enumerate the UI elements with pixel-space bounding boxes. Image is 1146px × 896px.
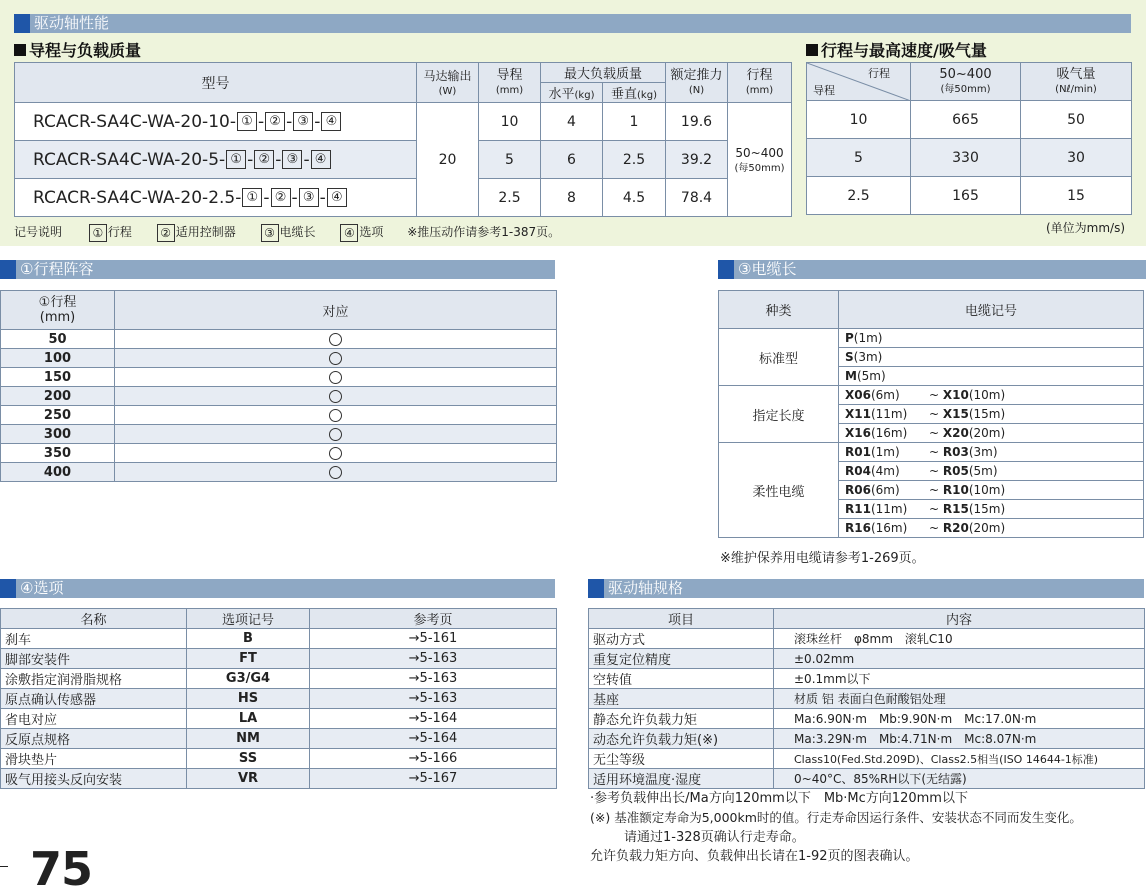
corner-header: 行程 导程 — [807, 63, 911, 101]
legend-item: ④ 选项 — [339, 223, 383, 242]
horizontal-value: 6 — [541, 141, 603, 179]
table-row: 滑块垫片 SS →5-166 — [1, 749, 557, 769]
table-row — [1, 444, 557, 463]
table-row — [15, 103, 792, 141]
table-row: 动态允许负载力矩(※) Ma:3.29N·m Mb:4.71N·m Mc:8.07N·m — [589, 729, 1145, 749]
code-box-3: ③ — [282, 150, 302, 169]
options-name-header: 名称 — [1, 609, 187, 629]
circle-mark-icon — [329, 447, 342, 460]
table-row: 重复定位精度 ±0.02mm — [589, 649, 1145, 669]
stroke-value: 50 — [1, 330, 115, 349]
spec-note-4: 允许负载力矩方向、负载伸出长请在1-92页的图表确认。 — [590, 849, 919, 864]
spec-item-header: 项目 — [589, 609, 774, 629]
vertical-value: 1 — [603, 103, 666, 141]
table-row: 反原点规格 NM →5-164 — [1, 729, 557, 749]
code-box-3: ③ — [299, 188, 319, 207]
table-row: 原点确认传感器 HS →5-163 — [1, 689, 557, 709]
table-row: 无尘等级 Class10(Fed.Std.209D)、Class2.5相当(ISO 14644-1标准) — [589, 749, 1145, 769]
speed-air-table — [806, 62, 1132, 215]
speed-air-subtitle: 行程与最高速度/吸气量 — [806, 38, 987, 61]
table-row: 吸气用接头反向安装 VR →5-167 — [1, 769, 557, 789]
cable-section-title: ③电缆长 — [738, 260, 797, 278]
options-page-header: 参考页 — [310, 609, 557, 629]
speed-header: 50~400 (每50mm) — [911, 63, 1021, 101]
section-marker — [14, 14, 30, 33]
thrust-value: 78.4 — [666, 179, 728, 217]
performance-section-title: 驱动轴性能 — [34, 14, 110, 32]
section-marker — [0, 579, 16, 598]
spec-table — [588, 608, 1145, 789]
speed-value: 665 — [911, 101, 1021, 139]
cable-section-header — [718, 260, 1146, 279]
air-value: 30 — [1021, 139, 1132, 177]
model-cell: RCACR-SA4C-WA-20-10- ① - ② - ③ - ④ — [15, 103, 417, 141]
stroke-value: 250 — [1, 406, 115, 425]
cable-type: 标准型 — [719, 329, 839, 386]
options-section-header — [0, 579, 555, 598]
table-row — [1, 368, 557, 387]
vertical-value: 2.5 — [603, 141, 666, 179]
code-box-1: ① — [226, 150, 246, 169]
table-row — [15, 179, 792, 217]
circle-mark-icon — [329, 390, 342, 403]
table-row — [1, 425, 557, 444]
table-row — [1, 406, 557, 425]
square-bullet-icon — [806, 44, 818, 56]
table-row: 省电对应 LA →5-164 — [1, 709, 557, 729]
table-row — [807, 177, 1132, 215]
lead-value: 10 — [807, 101, 911, 139]
table-row — [1, 349, 557, 368]
lead-load-subtitle: 导程与负载质量 — [14, 38, 141, 61]
legend-label: 记号说明 — [14, 225, 63, 239]
lead-value: 5 — [807, 139, 911, 177]
circle-mark-icon — [329, 428, 342, 441]
legend-item: ① 行程 — [88, 223, 132, 242]
lead-value: 2.5 — [479, 179, 541, 217]
stroke-section-header — [0, 260, 555, 279]
symbol-legend — [14, 223, 560, 242]
header-horizontal: 水平(kg) — [541, 83, 603, 103]
motor-output-value: 20 — [417, 103, 479, 217]
circle-mark-icon — [329, 333, 342, 346]
header-thrust: 额定推力 (N) — [666, 63, 728, 103]
section-marker — [0, 260, 16, 279]
cable-code: X11(11m) ~ X15(15m) — [839, 405, 1144, 424]
cable-code: S(3m) — [839, 348, 1144, 367]
legend-note: ※推压动作请参考1-387页。 — [407, 225, 561, 239]
unit-note: (单位为mm/s) — [1046, 221, 1126, 235]
support-col-header: 对应 — [115, 291, 557, 330]
page-number: 75 — [30, 842, 93, 896]
options-table — [0, 608, 557, 789]
header-stroke: 行程 (mm) — [728, 63, 792, 103]
horizontal-value: 4 — [541, 103, 603, 141]
table-row — [1, 387, 557, 406]
cable-type-header: 种类 — [719, 291, 839, 329]
code-box-2: ② — [265, 112, 285, 131]
thrust-value: 39.2 — [666, 141, 728, 179]
lead-value: 2.5 — [807, 177, 911, 215]
table-row: 驱动方式 滚珠丝杆 φ8mm 滚轧C10 — [589, 629, 1145, 649]
lead-value: 5 — [479, 141, 541, 179]
header-motor: 马达输出 (W) — [417, 63, 479, 103]
lead-value: 10 — [479, 103, 541, 141]
table-row: 适用环境温度·湿度 0~40°C、85%RH以下(无结露) — [589, 769, 1145, 789]
stroke-value: 300 — [1, 425, 115, 444]
cable-code: R01(1m) ~ R03(3m) — [839, 443, 1144, 462]
square-bullet-icon — [14, 44, 26, 56]
spec-section-header — [588, 579, 1144, 598]
cable-code: P(1m) — [839, 329, 1144, 348]
table-row — [15, 141, 792, 179]
stroke-col-header: ①行程 (mm) — [1, 291, 115, 330]
header-max-load: 最大负载质量 — [541, 63, 666, 83]
speed-value: 165 — [911, 177, 1021, 215]
cable-code: R04(4m) ~ R05(5m) — [839, 462, 1144, 481]
spec-section-title: 驱动轴规格 — [608, 579, 684, 597]
table-row — [1, 463, 557, 482]
spec-content-header: 内容 — [774, 609, 1145, 629]
page-number-rule — [0, 866, 8, 867]
stroke-value: 200 — [1, 387, 115, 406]
stroke-value: 100 — [1, 349, 115, 368]
lead-load-table — [14, 62, 792, 217]
circle-mark-icon — [329, 371, 342, 384]
legend-item: ③ 电缆长 — [260, 223, 316, 242]
cable-code-header: 电缆记号 — [839, 291, 1144, 329]
section-marker — [718, 260, 734, 279]
cable-code: M(5m) — [839, 367, 1144, 386]
cable-type: 柔性电缆 — [719, 443, 839, 538]
header-lead: 导程 (mm) — [479, 63, 541, 103]
circle-mark-icon — [329, 409, 342, 422]
options-code-header: 选项记号 — [187, 609, 310, 629]
code-box-4: ④ — [327, 188, 347, 207]
air-value: 50 — [1021, 101, 1132, 139]
stroke-value: 150 — [1, 368, 115, 387]
cable-type: 指定长度 — [719, 386, 839, 443]
section-marker — [588, 579, 604, 598]
header-model: 型号 — [15, 63, 417, 103]
horizontal-value: 8 — [541, 179, 603, 217]
code-box-4: ④ — [321, 112, 341, 131]
spec-note-1: ·参考负载伸出长/Ma方向120mm以下 Mb·Mc方向120mm以下 — [590, 791, 968, 806]
code-box-3: ③ — [293, 112, 313, 131]
table-row — [807, 139, 1132, 177]
air-value: 15 — [1021, 177, 1132, 215]
code-box-2: ② — [254, 150, 274, 169]
code-box-1: ① — [242, 188, 262, 207]
header-vertical: 垂直(kg) — [603, 83, 666, 103]
stroke-section-title: ①行程阵容 — [20, 260, 94, 278]
vertical-value: 4.5 — [603, 179, 666, 217]
table-row: 静态允许负载力矩 Ma:6.90N·m Mb:9.90N·m Mc:17.0N·m — [589, 709, 1145, 729]
circle-mark-icon — [329, 352, 342, 365]
code-box-1: ① — [237, 112, 257, 131]
spec-note-3: 请通过1-328页确认行走寿命。 — [624, 830, 805, 845]
cable-code: X16(16m) ~ X20(20m) — [839, 424, 1144, 443]
table-row: 涂敷指定润滑脂规格 G3/G4 →5-163 — [1, 669, 557, 689]
stroke-value: 400 — [1, 463, 115, 482]
cable-table — [718, 290, 1144, 538]
cable-note: ※维护保养用电缆请参考1-269页。 — [720, 551, 925, 566]
options-section-title: ④选项 — [20, 579, 64, 597]
stroke-value: 50~400 (每50mm) — [728, 103, 792, 217]
table-row — [807, 101, 1132, 139]
stroke-table — [0, 290, 557, 482]
model-cell: RCACR-SA4C-WA-20-2.5- ① - ② - ③ - ④ — [15, 179, 417, 217]
table-row: 脚部安装件 FT →5-163 — [1, 649, 557, 669]
model-cell: RCACR-SA4C-WA-20-5- ① - ② - ③ - ④ — [15, 141, 417, 179]
cable-code: R06(6m) ~ R10(10m) — [839, 481, 1144, 500]
circle-mark-icon — [329, 466, 342, 479]
spec-note-2: (※) 基准额定寿命为5,000km时的值。行走寿命因运行条件、安装状态不同而发生变化。 — [590, 810, 1082, 825]
table-row: 刹车 B →5-161 — [1, 629, 557, 649]
thrust-value: 19.6 — [666, 103, 728, 141]
cable-code: X06(6m) ~ X10(10m) — [839, 386, 1144, 405]
legend-item: ② 适用控制器 — [156, 223, 236, 242]
air-header: 吸气量 (Nℓ/min) — [1021, 63, 1132, 101]
code-box-4: ④ — [311, 150, 331, 169]
table-row — [1, 330, 557, 349]
cable-code: R16(16m) ~ R20(20m) — [839, 519, 1144, 538]
table-row: 空转值 ±0.1mm以下 — [589, 669, 1145, 689]
table-row: 基座 材质 铝 表面白色耐酸铝处理 — [589, 689, 1145, 709]
code-box-2: ② — [271, 188, 291, 207]
stroke-value: 350 — [1, 444, 115, 463]
speed-value: 330 — [911, 139, 1021, 177]
performance-section-header — [14, 14, 1131, 33]
cable-code: R11(11m) ~ R15(15m) — [839, 500, 1144, 519]
